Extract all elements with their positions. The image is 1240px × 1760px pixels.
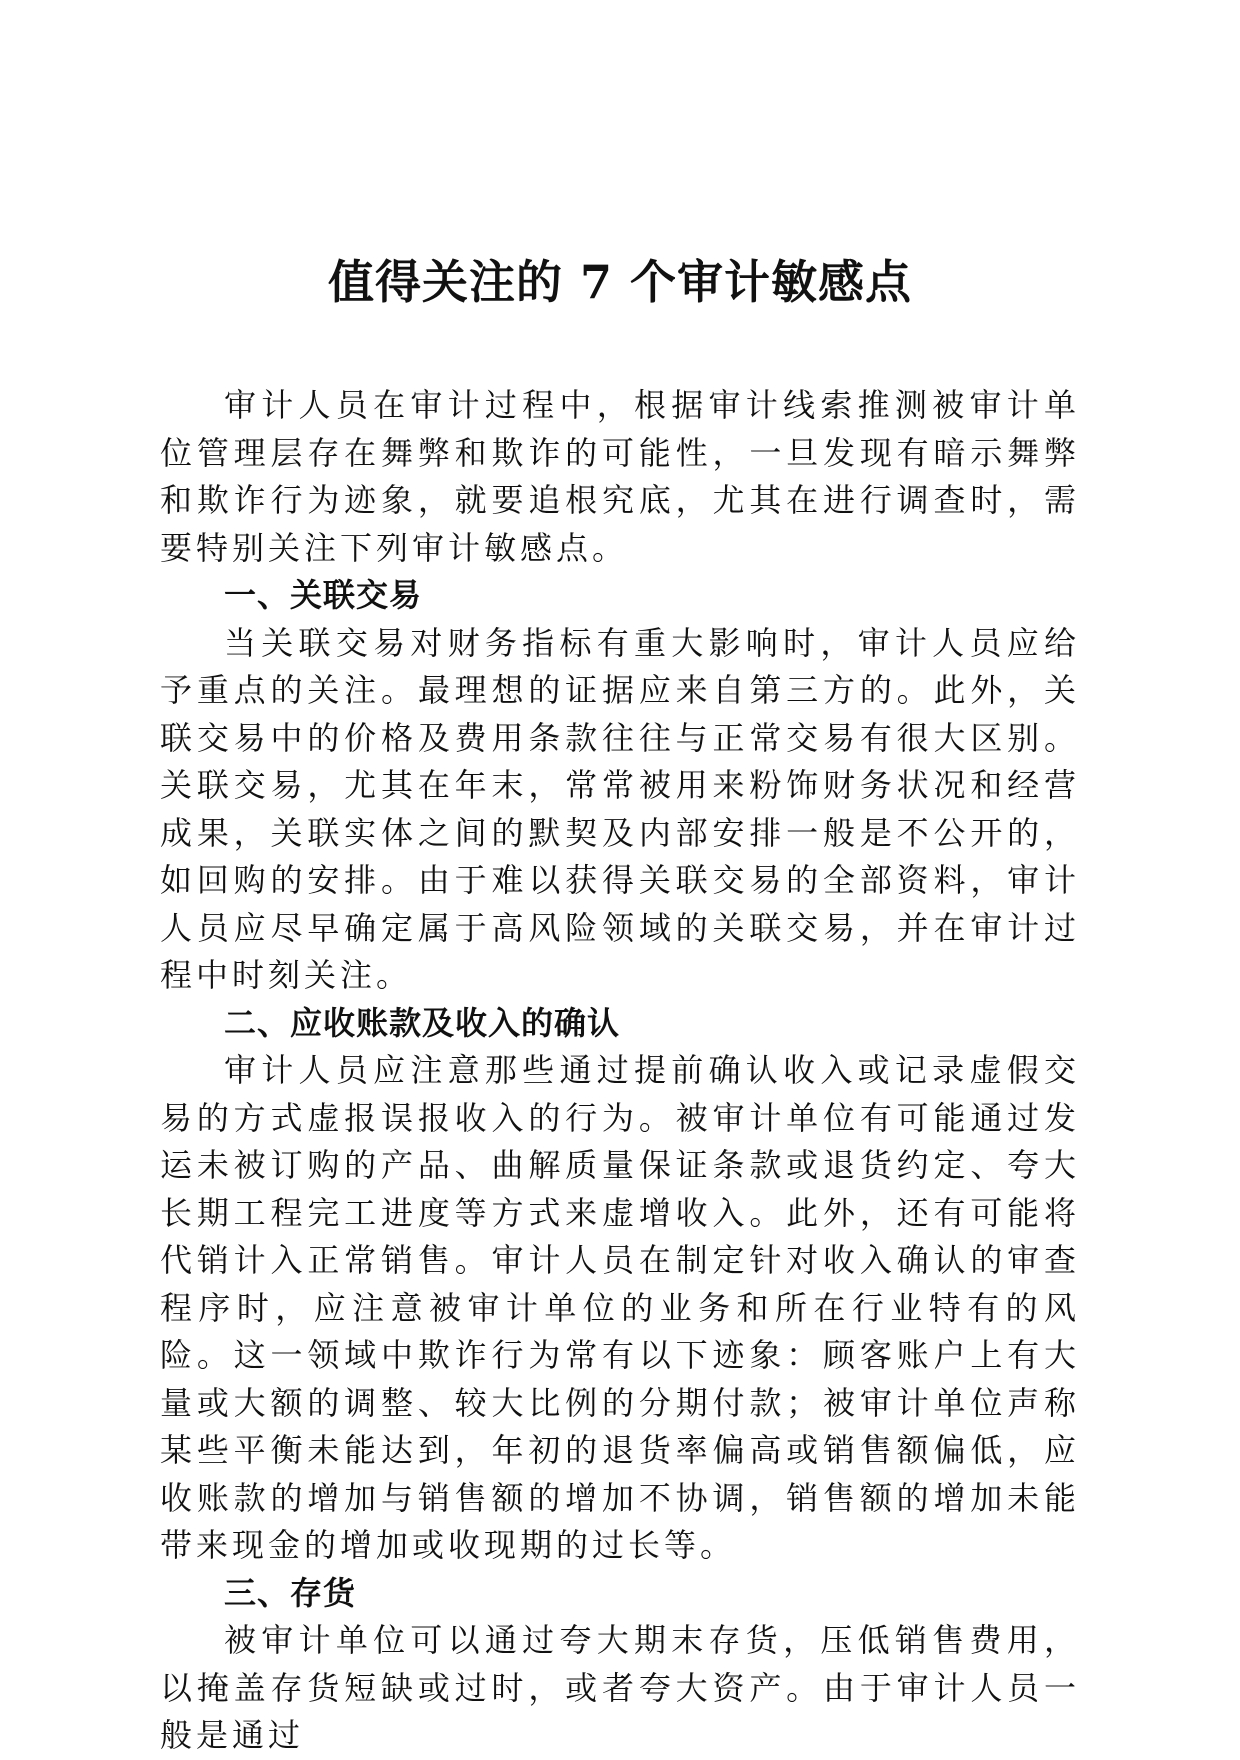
section-heading-receivables: 二、应收账款及收入的确认 <box>224 1003 621 1042</box>
section-paragraph-inventory: 被审计单位可以通过夸大期末存货，压低销售费用，以掩盖存货短缺或过时，或者夸大资产。由于审计人员一般是通过 <box>160 1621 1080 1754</box>
intro-paragraph: 审计人员在审计过程中，根据审计线索推测被审计单位管理层存在舞弊和欺诈的可能性，一旦发现有暗示舞弊和欺诈行为迹象，就要追根究底，尤其在进行调查时，需要特别关注下列审计敏感点。 <box>160 386 1080 567</box>
section-paragraph-related-party: 当关联交易对财务指标有重大影响时，审计人员应给予重点的关注。最理想的证据应来自第三方的。此外，关联交易中的价格及费用条款往往与正常交易有很大区别。关联交易，尤其在年末，常常被用来粉饰财务状况和经营成果，关联实体之间的默契及内部安排一般是不公开的，如回购的安排。由于难以获得关联交易的全部资料，审计人员应尽早确定属于高风险领域的关联交易，并在审计过程中时刻关注。 <box>160 623 1080 994</box>
section-heading-related-party: 一、关联交易 <box>224 576 423 614</box>
section-paragraph-receivables: 审计人员应注意那些通过提前确认收入或记录虚假交易的方式虚报误报收入的行为。被审计单位有可能通过发运未被订购的产品、曲解质量保证条款或退货约定、夸大长期工程完工进度等方式来虚增收入。此外，还有可能将代销计入正常销售。审计人员在制定针对收入确认的审查程序时，应注意被审计单位的业务和所在行业特有的风险。这一领域中欺诈行为常有以下迹象：顾客账户上有大量或大额的调整、较大比例的分期付款；被审计单位声称某些平衡未能达到，年初的退货率偏高或销售额偏低，应收账款的增加与销售额的增加不协调，销售额的增加未能带来现金的增加或收现期的过长等。 <box>160 1051 1080 1564</box>
document-title: 值得关注的 7 个审计敏感点 <box>327 255 913 309</box>
section-heading-inventory: 三、存货 <box>224 1573 357 1612</box>
document-body <box>160 382 1080 1760</box>
